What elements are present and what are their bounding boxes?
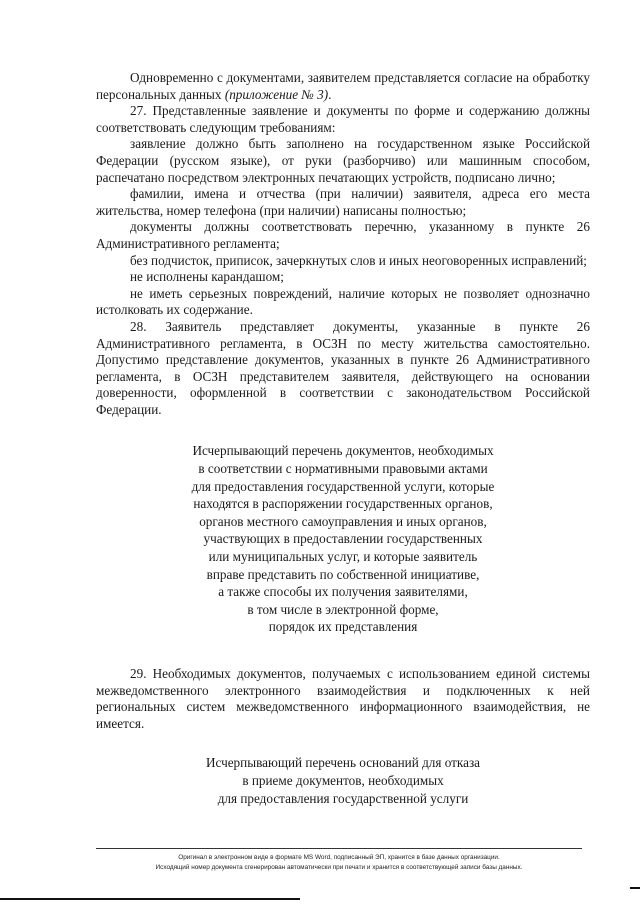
appendix-reference: (приложение № 3) (224, 86, 329, 102)
paragraph-27: 27. Представленные заявление и документы по форме и содержанию должны соответствовать следующим требованиям: (96, 103, 590, 135)
heading-line: в том числе в электронной форме, (247, 601, 439, 617)
heading-line: порядок их представления (268, 619, 418, 635)
section-heading-refusal (96, 754, 590, 807)
scan-edge-mark (630, 887, 640, 889)
footer-line-original: Оригинал в электронном виде в формате MS Word, подписанный ЭП, хранится в базе данных организации. (178, 854, 500, 861)
footer-line-number: Исходящий номер документа сгенерирован автоматически при печати и хранится в соответствующей записи базы данных. (155, 864, 523, 871)
heading-line: для предоставления государственной услуги, которые (191, 478, 495, 494)
paragraph-29: 29. Необходимых документов, получаемых с использованием единой системы межведомственного электронного взаимодействия и подключенных к ней региональных систем межведомственного информационного взаимодействия, не имеется. (96, 666, 590, 731)
requirement-item: без подчисток, приписок, зачеркнутых слов и иных неоговоренных исправлений; (130, 252, 587, 268)
heading-line: в приеме документов, необходимых (242, 772, 444, 788)
document-page (96, 70, 590, 807)
heading-line: органов местного самоуправления и иных органов, (199, 513, 487, 529)
heading-line: а также способы их получения заявителями, (218, 584, 468, 600)
paragraph-28: 28. Заявитель представляет документы, указанные в пункте 26 Административного регламента, в ОСЗН по месту жительства самостоятельно. Допустимо представление документов, указанных в пункте 26 Административного регламента, в ОСЗН представителем заявителя, действующего на основании доверенности, оформленной в соответствии с законодательством Российской Федерации. (96, 318, 590, 417)
paragraph-consent-tail: . (328, 86, 332, 102)
heading-line: или муниципальных услуг, и которые заявитель (208, 549, 478, 565)
requirement-item: заявление должно быть заполнено на государственном языке Российской Федерации (русском языке), от руки (разборчиво) или машинным способом, распечатано посредством электронных печатающих устройств, подписано лично; (96, 136, 590, 185)
heading-line: Исчерпывающий перечень оснований для отказа (205, 755, 481, 771)
requirement-item: фамилии, имена и отчества (при наличии) заявителя, адреса его места жительства, номер телефона (при наличии) написаны полностью; (96, 186, 590, 218)
heading-line: находятся в распоряжении государственных органов, (193, 496, 493, 512)
heading-line: в соответствии с нормативными правовыми актами (198, 461, 488, 477)
paragraph-consent (96, 70, 590, 103)
requirement-item: не иметь серьезных повреждений, наличие которых не позволяет однозначно истолковать их содержание. (96, 285, 590, 318)
document-footer (96, 848, 582, 873)
paragraph-consent-text: Одновременно с документами, заявителем представляется согласие на обработку персональных данных (96, 70, 590, 102)
heading-line: вправе представить по собственной инициативе, (206, 566, 480, 582)
heading-line: участвующих в предоставлении государственных (203, 531, 483, 547)
section-heading-documents (96, 442, 590, 636)
requirement-item: не исполнены карандашом; (130, 269, 284, 285)
heading-line: Исчерпывающий перечень документов, необходимых (192, 443, 494, 459)
requirement-item: документы должны соответствовать перечню, указанному в пункте 26 Административного регламента; (96, 219, 590, 251)
heading-line: для предоставления государственной услуги (217, 790, 469, 806)
scan-edge-line (0, 898, 300, 900)
